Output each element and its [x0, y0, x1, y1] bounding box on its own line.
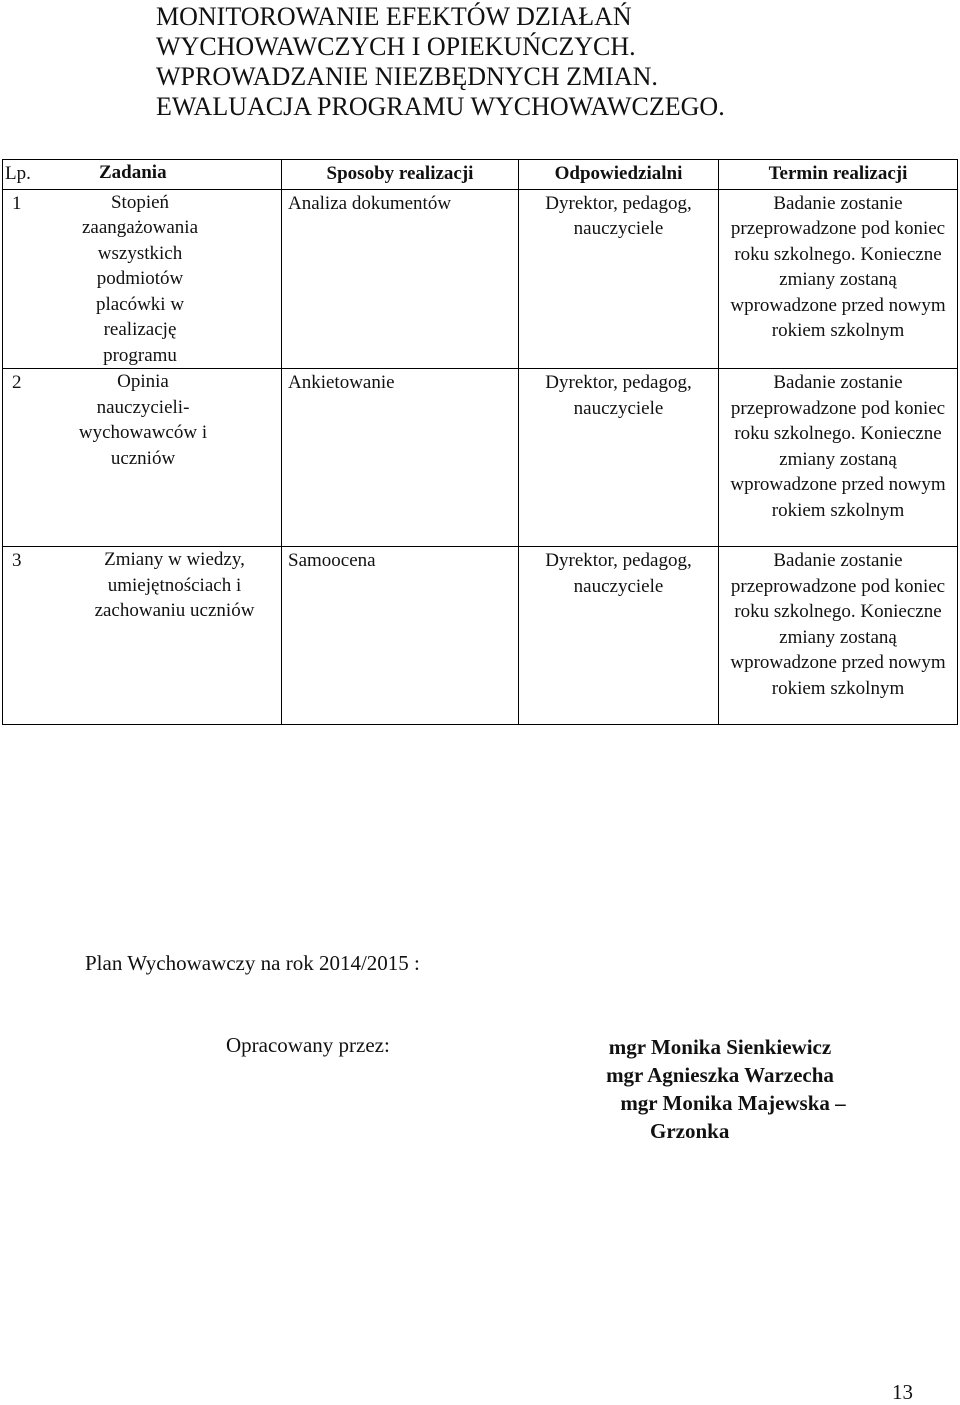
table-row [3, 369, 958, 547]
header-zadania: Zadania [99, 162, 167, 183]
cell-zadanie [3, 547, 282, 725]
table-header-row [3, 160, 958, 190]
cell-termin: Badanie zostanie przeprowadzone pod koniec roku szkolnego. Konieczne zmiany zostaną wprowadzone przed nowym rokiem szkolnym [719, 189, 958, 369]
section-heading [156, 2, 725, 122]
prepared-by-label: Opracowany przez: [226, 1033, 390, 1057]
table-row [3, 547, 958, 725]
heading-line-2: WYCHOWAWCZYCH I OPIEKUŃCZYCH. [156, 32, 636, 61]
header-termin: Termin realizacji [719, 160, 958, 190]
cell-sposob: Ankietowanie [282, 369, 519, 547]
heading-line-1: MONITOROWANIE EFEKTÓW DZIAŁAŃ [156, 2, 632, 31]
cell-sposob: Samoocena [282, 547, 519, 725]
cell-zadanie [3, 189, 282, 369]
cell-zadanie-text: Opinia nauczycieli-wychowawców i uczniów [78, 371, 208, 469]
author-name: Grzonka [650, 1119, 730, 1143]
header-lp: Lp. [5, 163, 31, 184]
header-sposoby: Sposoby realizacji [282, 160, 519, 190]
author-name: mgr Monika Majewska – [620, 1091, 846, 1115]
cell-zadanie-text: Stopień zaangażowania wszystkich podmiotów placówki w realizację programu [81, 191, 199, 366]
cell-lp: 3 [12, 550, 22, 571]
evaluation-table [2, 159, 958, 725]
cell-odpowiedzialni: Dyrektor, pedagog, nauczyciele [519, 547, 719, 725]
cell-termin: Badanie zostanie przeprowadzone pod koniec roku szkolnego. Konieczne zmiany zostaną wprowadzone przed nowym rokiem szkolnym [719, 369, 958, 547]
header-odpowiedzialni: Odpowiedzialni [519, 160, 719, 190]
author-name: mgr Monika Sienkiewicz [608, 1035, 832, 1059]
cell-termin: Badanie zostanie przeprowadzone pod koniec roku szkolnego. Konieczne zmiany zostaną wprowadzone przed nowym rokiem szkolnym [719, 547, 958, 725]
cell-odpowiedzialni: Dyrektor, pedagog, nauczyciele [519, 369, 719, 547]
page-number: 13 [892, 1380, 913, 1404]
plan-title: Plan Wychowawczy na rok 2014/2015 : [85, 951, 420, 975]
table-row [3, 189, 958, 369]
cell-lp: 1 [12, 192, 22, 214]
author-name: mgr Agnieszka Warzecha [606, 1063, 834, 1087]
cell-zadanie-text: Zmiany w wiedzy, umiejętnościach i zachowaniu uczniów [94, 549, 255, 621]
header-lp-zadania [3, 160, 282, 190]
cell-sposob: Analiza dokumentów [282, 189, 519, 369]
cell-odpowiedzialni: Dyrektor, pedagog, nauczyciele [519, 189, 719, 369]
cell-lp: 2 [12, 372, 22, 393]
cell-zadanie [3, 369, 282, 547]
heading-line-3: WPROWADZANIE NIEZBĘDNYCH ZMIAN. [156, 62, 658, 91]
heading-line-4: EWALUACJA PROGRAMU WYCHOWAWCZEGO. [156, 92, 725, 121]
authors-list [560, 1033, 880, 1145]
